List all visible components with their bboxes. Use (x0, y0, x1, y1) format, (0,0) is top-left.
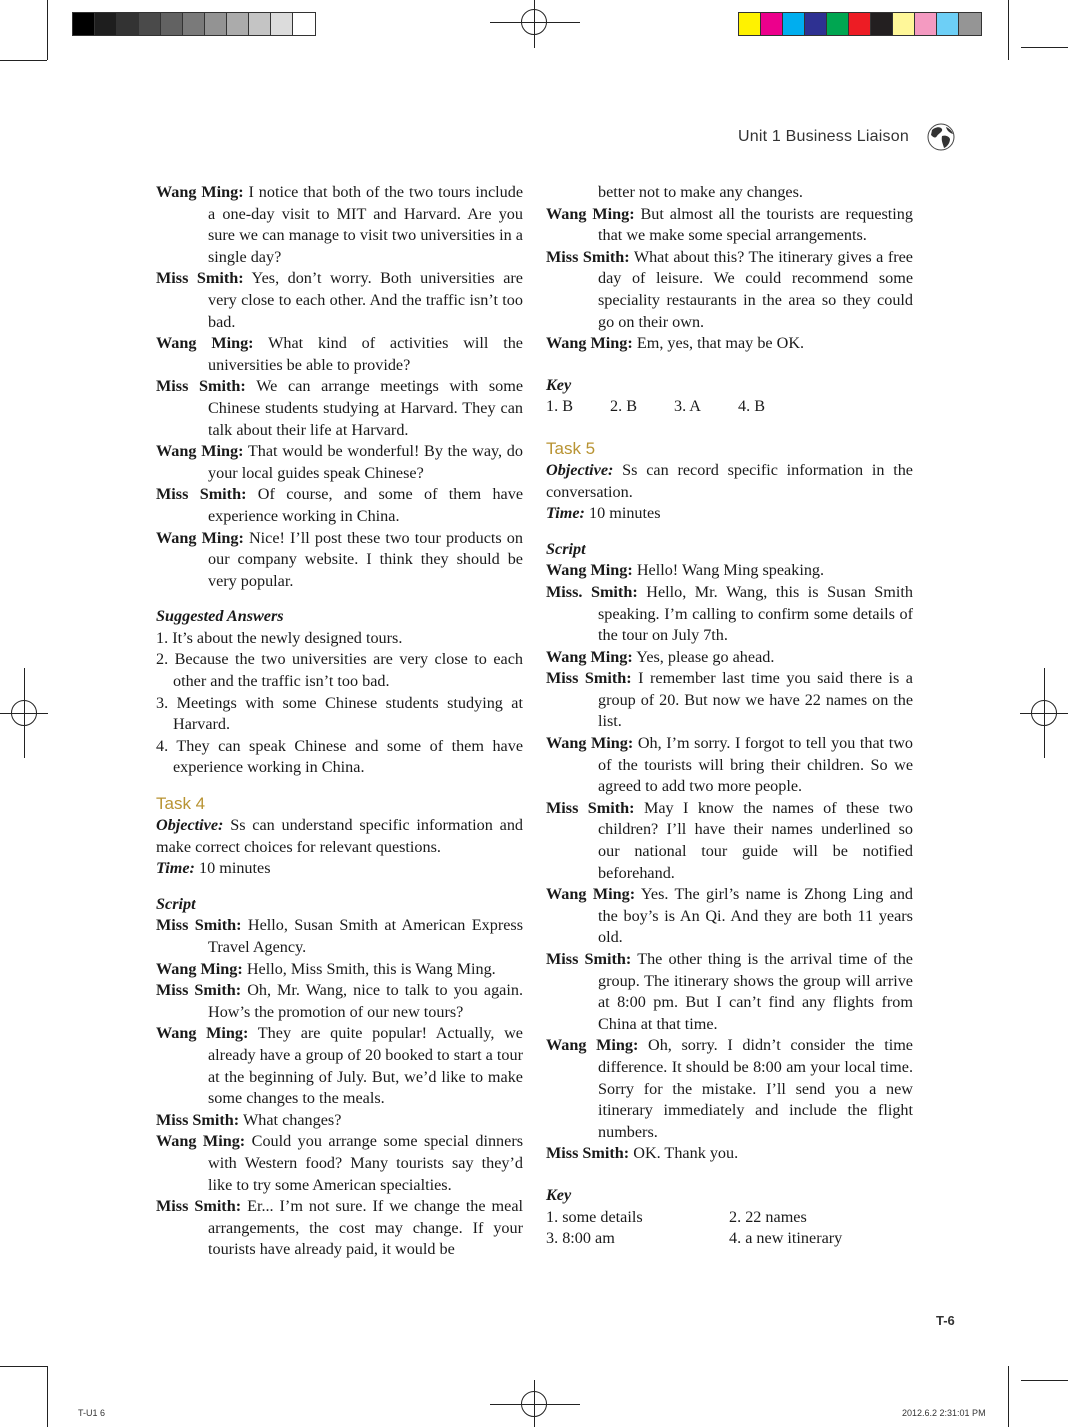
color-swatch (183, 13, 205, 35)
color-swatch (739, 13, 761, 35)
crop-mark (1021, 1380, 1068, 1381)
speaker-name: Miss Smith: (156, 916, 242, 935)
speaker-name: Miss. Smith: (546, 582, 638, 601)
speaker-name: Wang Ming: (156, 1024, 249, 1043)
dialogue-text: Hello, Susan Smith at American Express Travel Agency. (208, 916, 523, 956)
globe-icon (926, 122, 956, 152)
dialogue-2 (156, 915, 523, 1261)
crop-mark (1008, 0, 1009, 60)
right-column (546, 182, 913, 1250)
color-swatch (271, 13, 293, 35)
dialogue-4 (546, 560, 913, 1165)
suggested-answers-label: Suggested Answers (156, 607, 284, 626)
process-color-bar (738, 12, 982, 36)
dialogue-line (546, 647, 913, 669)
dialogue-line (156, 1110, 523, 1132)
key-item: 2. 22 names (729, 1207, 807, 1226)
dialogue-1 (156, 182, 523, 592)
registration-mark-icon (1031, 700, 1057, 726)
objective-text: Ss can record specific information in the conversation. (546, 460, 913, 501)
answer-item: 3. Meetings with some Chinese students studying at Harvard. (156, 693, 523, 734)
color-swatch (95, 13, 117, 35)
color-swatch (871, 13, 893, 35)
speaker-name: Wang Ming: (546, 885, 636, 904)
dialogue-line (156, 268, 523, 333)
time-label: Time: (156, 859, 195, 878)
speaker-name: Miss Smith: (156, 485, 247, 504)
key-item: 1. some details (546, 1207, 643, 1226)
speaker-name: Wang Ming: (546, 204, 635, 223)
dialogue-line (546, 1143, 913, 1165)
color-swatch (783, 13, 805, 35)
speaker-name: Miss Smith: (156, 981, 242, 1000)
speaker-name: Wang Ming: (156, 334, 254, 353)
dialogue-line (546, 247, 913, 333)
task-4-time (156, 858, 523, 880)
speaker-name: Wang Ming: (156, 183, 244, 201)
dialogue-text: But almost all the tourists are requesting that we make some special arrangements. (598, 204, 913, 245)
answer-item: 4. They can speak Chinese and some of them have experience working in China. (156, 736, 523, 777)
speaker-name: Wang Ming: (156, 959, 243, 978)
task-4-heading: Task 4 (156, 794, 206, 814)
dialogue-text: Hello, Mr. Wang, this is Susan Smith speaking. I’m calling to confirm some details of the tour on July 7th. (598, 582, 913, 645)
key-item: 3. A (674, 397, 701, 416)
speaker-name: Miss Smith: (546, 669, 632, 688)
dialogue-line (156, 1023, 523, 1109)
dialogue-text: Yes, don’t worry. Both universities are very close to each other. And the traffic isn’t too bad. (208, 269, 523, 331)
speaker-name: Wang Ming: (546, 734, 634, 753)
crop-mark (0, 60, 47, 61)
running-head: Unit 1 Business Liaison (738, 128, 909, 145)
dialogue-line (156, 376, 523, 441)
color-swatch (139, 13, 161, 35)
dialogue-line (546, 949, 913, 1035)
crop-mark (0, 1366, 47, 1367)
color-swatch (227, 13, 249, 35)
color-swatch (959, 13, 981, 35)
color-swatch (205, 13, 227, 35)
dialogue-line (156, 484, 523, 527)
task-5-objective (546, 460, 913, 503)
color-swatch (893, 13, 915, 35)
key-row (546, 1207, 913, 1229)
color-swatch (915, 13, 937, 35)
crop-mark (47, 0, 48, 60)
dialogue-text: That would be wonderful! By the way, do your local guides speak Chinese? (208, 442, 523, 482)
dialogue-line (546, 204, 913, 247)
time-label: Time: (546, 504, 585, 523)
dialogue-line (156, 182, 523, 268)
crop-mark (1008, 1366, 1009, 1427)
dialogue-line (546, 582, 913, 647)
crop-mark (1021, 47, 1068, 48)
dialogue-line (156, 441, 523, 484)
slug-timestamp: 2012.6.2 2:31:01 PM (902, 1408, 986, 1418)
speaker-name: Wang Ming: (156, 442, 244, 461)
dialogue-text: Nice! I’ll post these two tour products on our company website. I think they should be very popular. (208, 528, 523, 590)
dialogue-text: Oh, Mr. Wang, nice to talk to you again. How’s the promotion of our new tours? (208, 981, 523, 1021)
suggested-answers-list (156, 628, 523, 779)
dialogue-line (156, 1131, 523, 1196)
key-answers (546, 1207, 913, 1250)
dialogue-line (546, 333, 913, 355)
registration-mark-icon (11, 700, 37, 726)
objective-label: Objective: (156, 816, 224, 835)
speaker-name: Miss Smith: (156, 1197, 242, 1216)
color-swatch (761, 13, 783, 35)
speaker-name: Miss Smith: (156, 377, 246, 396)
dialogue-line (156, 333, 523, 376)
script-label: Script (156, 894, 196, 913)
dialogue-text: Oh, sorry. I didn’t consider the time difference. It should be 8:00 am your local time. Sorry for the mistake. I’ll send you a new itinerary immediately and include the flight numbers. (598, 1036, 913, 1141)
dialogue-text: Yes. The girl’s name is Zhong Ling and the boy’s is An Qi. And they are both 11 years old. (598, 885, 914, 947)
dialogue-line (156, 528, 523, 593)
dialogue-line (546, 668, 913, 733)
key-item: 4. a new itinerary (729, 1229, 843, 1248)
dialogue-text: They are quite popular! Actually, we already have a group of 20 booked to start a tour at the beginning of July. But, we’d like to make some changes to the meals. (208, 1024, 523, 1108)
dialogue-line (546, 733, 913, 798)
dialogue-text: OK. Thank you. (633, 1144, 739, 1163)
dialogue-line (546, 1035, 913, 1143)
speaker-name: Wang Ming: (546, 334, 633, 353)
dialogue-text: The other thing is the arrival time of the group. The itinerary shows the group will arrive at 8:00 pm. But I can’t find any flights from China at that time. (598, 950, 913, 1033)
answer-item: 2. Because the two universities are very close to each other and the traffic isn’t too bad. (156, 650, 523, 691)
speaker-name: Miss Smith: (156, 269, 244, 288)
registration-mark-icon (521, 1391, 547, 1417)
speaker-name: Miss Smith: (546, 950, 632, 968)
color-swatch (937, 13, 959, 35)
dialogue-text: Could you arrange some special dinners with Western food? Many tourists say they’d like to try some American specialties. (208, 1132, 524, 1194)
key-row (546, 1228, 913, 1250)
color-swatch (849, 13, 871, 35)
dialogue-line (156, 915, 523, 958)
answer-item: 1. It’s about the newly designed tours. (156, 628, 403, 647)
left-column (156, 182, 523, 1261)
speaker-name: Miss Smith: (546, 798, 635, 817)
dialogue-text: What about this? The itinerary gives a free day of leisure. We could recommend some speciality restaurants in the area so they could go on their own. (598, 247, 913, 331)
dialogue-text: Of course, and some of them have experience working in China. (208, 485, 524, 525)
key-label: Key (546, 1185, 572, 1204)
task-5-heading: Task 5 (546, 438, 596, 458)
color-swatch (293, 13, 315, 35)
color-swatch (73, 13, 95, 35)
dialogue-line (546, 884, 913, 949)
page-number: T-6 (936, 1313, 955, 1328)
dialogue-text: What kind of activities will the universities be able to provide? (208, 334, 523, 374)
objective-text: Ss can understand specific information and make correct choices for relevant questions. (156, 816, 524, 856)
objective-label: Objective: (546, 460, 614, 479)
crop-mark (47, 1366, 48, 1427)
speaker-name: Wang Ming: (546, 561, 633, 580)
speaker-name: Wang Ming: (546, 647, 633, 666)
speaker-name: Wang Ming: (156, 528, 244, 547)
speaker-name: Miss Smith: (156, 1110, 240, 1129)
color-swatch (249, 13, 271, 35)
dialogue-text: Er... I’m not sure. If we change the meal arrangements, the cost may change. If your tourists have already paid, it would be (208, 1197, 523, 1259)
dialogue-text: Hello, Miss Smith, this is Wang Ming. (246, 959, 496, 978)
speaker-name: Miss Smith: (546, 1144, 630, 1163)
key-item: 3. 8:00 am (546, 1229, 615, 1248)
color-swatch (805, 13, 827, 35)
task-4-objective (156, 815, 523, 858)
speaker-name: Wang Ming: (546, 1036, 639, 1055)
dialogue-text: Yes, please go ahead. (636, 647, 775, 666)
slug-file-info: T-U1 6 (78, 1408, 106, 1418)
key-label: Key (546, 375, 572, 394)
script-label: Script (546, 539, 586, 558)
dialogue-text: Em, yes, that may be OK. (636, 334, 805, 353)
dialogue-line (156, 1196, 523, 1261)
dialogue-line (546, 560, 913, 582)
time-text: 10 minutes (199, 859, 271, 878)
dialogue-3 (546, 204, 913, 355)
key-answers (546, 396, 913, 418)
color-swatch (827, 13, 849, 35)
dialogue-line (156, 980, 523, 1023)
dialogue-line (546, 798, 913, 884)
dialogue-text: I notice that both of the two tours include a one-day visit to MIT and Harvard. Are you sure we can manage to visit two universities in a single day? (208, 183, 524, 266)
key-item: 1. B (546, 397, 573, 416)
task-5-time (546, 503, 913, 525)
dialogue-line (156, 959, 523, 981)
time-text: 10 minutes (589, 504, 661, 523)
dialogue-text: Hello! Wang Ming speaking. (636, 561, 825, 580)
dialogue-text: What changes? (242, 1110, 342, 1129)
registration-mark-icon (521, 9, 547, 35)
dialogue-text: We can arrange meetings with some Chinese students studying at Harvard. They can talk about their life at Harvard. (208, 377, 524, 439)
grayscale-color-bar (72, 12, 316, 36)
speaker-name: Miss Smith: (546, 247, 630, 266)
dialogue-continuation: better not to make any changes. (598, 183, 803, 201)
color-swatch (117, 13, 139, 35)
dialogue-text: May I know the names of these two children? I’ll have their names underlined so our national tour guide will be notified beforehand. (598, 798, 913, 882)
color-swatch (161, 13, 183, 35)
speaker-name: Wang Ming: (156, 1132, 246, 1151)
dialogue-text: Oh, I’m sorry. I forgot to tell you that two of the tourists will bring their children. So we agreed to add two more people. (598, 734, 913, 796)
key-item: 4. B (738, 397, 765, 416)
key-item: 2. B (610, 397, 637, 416)
dialogue-text: I remember last time you said there is a group of 20. But now we have 22 names on the list. (598, 669, 913, 731)
